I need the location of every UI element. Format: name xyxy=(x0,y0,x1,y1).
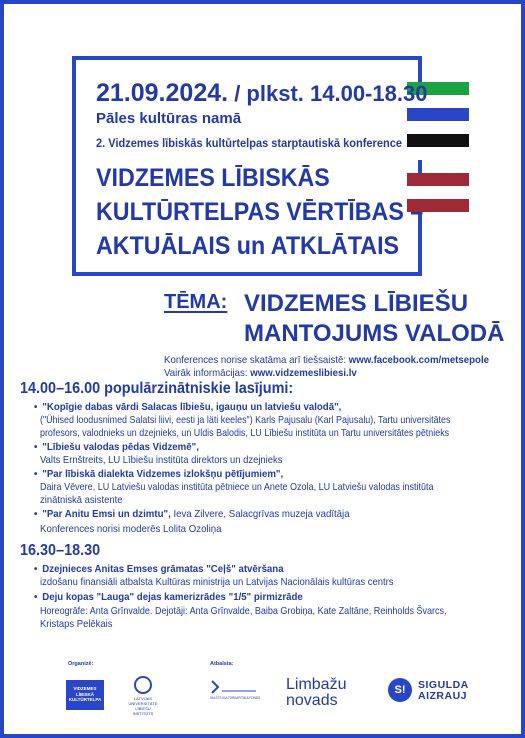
vidzemes-libiska-kulturtelpa-logo: VIDZEMES LĪBISKĀ KULTŪRTELPA xyxy=(66,680,104,710)
lecture-item-3-detail: Daira Vēvere, LU Latviešu valodas institūta pētniece un Anete Ozola, LU Latviešu valodas institūta zinātniskā asistente xyxy=(40,481,434,506)
kkf-mark-icon xyxy=(210,679,258,695)
event-item-1: • Dzejnieces Anitas Emses grāmatas "Ceļš" atvēršana xyxy=(34,563,284,575)
online-info: Konferences norise skatāma arī tiešsaistē: www.facebook.com/metsepole Vairāk informācijas: www.vidzemeslibiesi.lv xyxy=(164,354,490,379)
lecture-item-1-detail: ("Ühised loodusnimed Salatsi liivi, eesti ja läti keeles") Karls Pajusalu (Karl Pajusalu), Tartu universitātes profesors, valodnieks un dzejnieks, un Uldis Balodis, LU Lībiešu institūta un Tartu universitātes pētnieks xyxy=(40,414,451,439)
event-date xyxy=(96,79,427,108)
title-line-3: AKTUĀLAIS un ATKLĀTAIS xyxy=(96,232,400,260)
conference-subtitle: 2. Vidzemes lībiskās kultūrtelpas starptautiskā konference xyxy=(96,136,402,150)
limbazu-novads-logo: Limbažu novads xyxy=(286,676,347,709)
flag-ee-stripe xyxy=(407,108,469,121)
supporters-label: Atbalsta: xyxy=(210,661,234,667)
sigulda-mark-icon: S! xyxy=(388,678,412,702)
session1-heading: 14.00–16.00 populārzinātniskie lasījumi: xyxy=(20,380,294,397)
theme-line-1: VIDZEMES LĪBIEŠU xyxy=(244,290,469,317)
moderator-note: Konferences norisi moderēs Lolita Ozoliņa xyxy=(40,523,222,535)
lecture-item-1: • "Kopīgie dabas vārdi Salacas lībiešu, igauņu un latviešu valodā", xyxy=(34,401,342,413)
theme-title xyxy=(244,289,504,349)
theme-line-2: MANTOJUMS VALODĀ xyxy=(244,320,505,347)
conference-title xyxy=(96,161,448,263)
lecture-item-2: • "Lībiešu valodas pēdas Vidzemē", xyxy=(34,441,199,453)
university-seal-icon xyxy=(134,676,152,694)
date-text: 21.09.2024. xyxy=(96,79,229,107)
lecture-item-3: • "Par lībiskā dialekta Vidzemes izlokšņu pētījumiem", xyxy=(34,468,284,480)
venue: Pāles kultūras namā xyxy=(96,110,242,127)
website-link[interactable]: www.vidzemeslibiesi.lv xyxy=(250,367,357,379)
facebook-link[interactable]: www.facebook.com/metsepole xyxy=(348,354,490,366)
flag-ee-stripe xyxy=(407,121,469,134)
title-line-1: VIDZEMES LĪBISKĀS xyxy=(96,164,330,192)
time-text: / plkst. 14.00-18.30 xyxy=(234,81,428,106)
valsts-kulturkapitala-fonds-logo: VALSTS KULTŪRKAPITĀLA FONDS xyxy=(210,679,258,703)
theme-label: TĒMA: xyxy=(164,291,228,313)
lecture-item-4: • "Par Anitu Emsi un dzimtu", Ieva Zilvere, Salacgrīvas muzeja vadītāja xyxy=(34,508,350,520)
lecture-item-2-detail: Valts Ernštreits, LU Lībiešu institūta direktors un dzejnieks xyxy=(40,454,283,466)
organizers-label: Organizē: xyxy=(68,661,94,667)
session2-heading: 16.30–18.30 xyxy=(20,542,101,559)
event-item-2-detail: Horeogrāfe: Anta Grīnvalde. Dejotāji: Anta Grīnvalde, Baiba Grobiņa, Kate Zaltāne, Reinholds Švarcs, Kristaps Pelēkais xyxy=(40,605,447,630)
lu-libiesu-instituts-logo: LATVIJAS UNIVERSITĀTE LĪBIEŠU INSTITŪTS xyxy=(128,676,158,716)
event-item-1-detail: izdošanu finansiāli atbalsta Kultūras ministrija un Latvijas Nacionālais kultūras centrs xyxy=(40,576,394,588)
poster-page: 21.09.2024. / plkst. 14.00-18.30 Pāles kultūras namā 2. Vidzemes lībiskās kultūrtelpas starptautiskā konference VIDZEMES LĪBISKĀS KULTŪRTELPAS VĒRTĪBAS – AKTUĀLAIS un ATKLĀTAIS TĒMA: VIDZEMES LĪBIEŠU MANTOJUMS VALODĀ Konferences norise skatāma arī tiešsaistē: www.facebook.com/metsepole Vairāk informācijas: www.vidzemeslibiesi.lv 14.00–16.00 populārzinātniskie lasījumi: • "Kopīgie dabas vārdi Salacas lībiešu, igauņu un latviešu valodā", ("Ühised loodusnimed Salatsi liivi, eesti ja läti keeles") Karls Pajusalu (Karl Pajusalu), Tartu universitātes profesors, valodnieks un dzejnieks, un Uldis Balodis, LU Lībiešu institūta un Tartu universitātes pētnieks • "Lībiešu valodas pēdas Vidzemē", Valts Ernštreits, LU Lībiešu institūta direktors un dzejnieks • "Par lībiskā dialekta Vidzemes izlokšņu pētījumiem", Daira Vēvere, LU Latviešu valodas institūta pētniece un Anete Ozola, LU Latviešu valodas institūta zinātniskā asistente • "Par Anitu Emsi un dzimtu", Ieva Zilvere, Salacgrīvas muzeja vadītāja Konferences norisi moderēs Lolita Ozoliņa 16.30–18.30 • Dzejnieces Anitas Emses grāmatas "Ceļš" atvēršana izdošanu finansiāli atbalsta Kultūras ministrija un Latvijas Nacionālais kultūras centrs • Deju kopas "Lauga" dejas kamerizrādes "1/5" pirmizrāde Horeogrāfe: Anta Grīnvalde. Dejotāji: Anta Grīnvalde, Baiba Grobiņa, Kate Zaltāne, Reinholds Švarcs, Kristaps Pelēkais Organizē: Atbalsta: VIDZEMES LĪBISKĀ KULTŪRTELPA LATVIJAS UNIVERSITĀTE LĪBIEŠU INSTITŪTS VALSTS KULTŪRKAPITĀLA FONDS Limbažu novads S! SIGULDA AIZRAUJ xyxy=(0,0,525,738)
event-item-2: • Deju kopas "Lauga" dejas kamerizrādes "1/5" pirmizrāde xyxy=(34,591,303,603)
title-line-2: KULTŪRTELPAS VĒRTĪBAS – xyxy=(96,198,424,226)
